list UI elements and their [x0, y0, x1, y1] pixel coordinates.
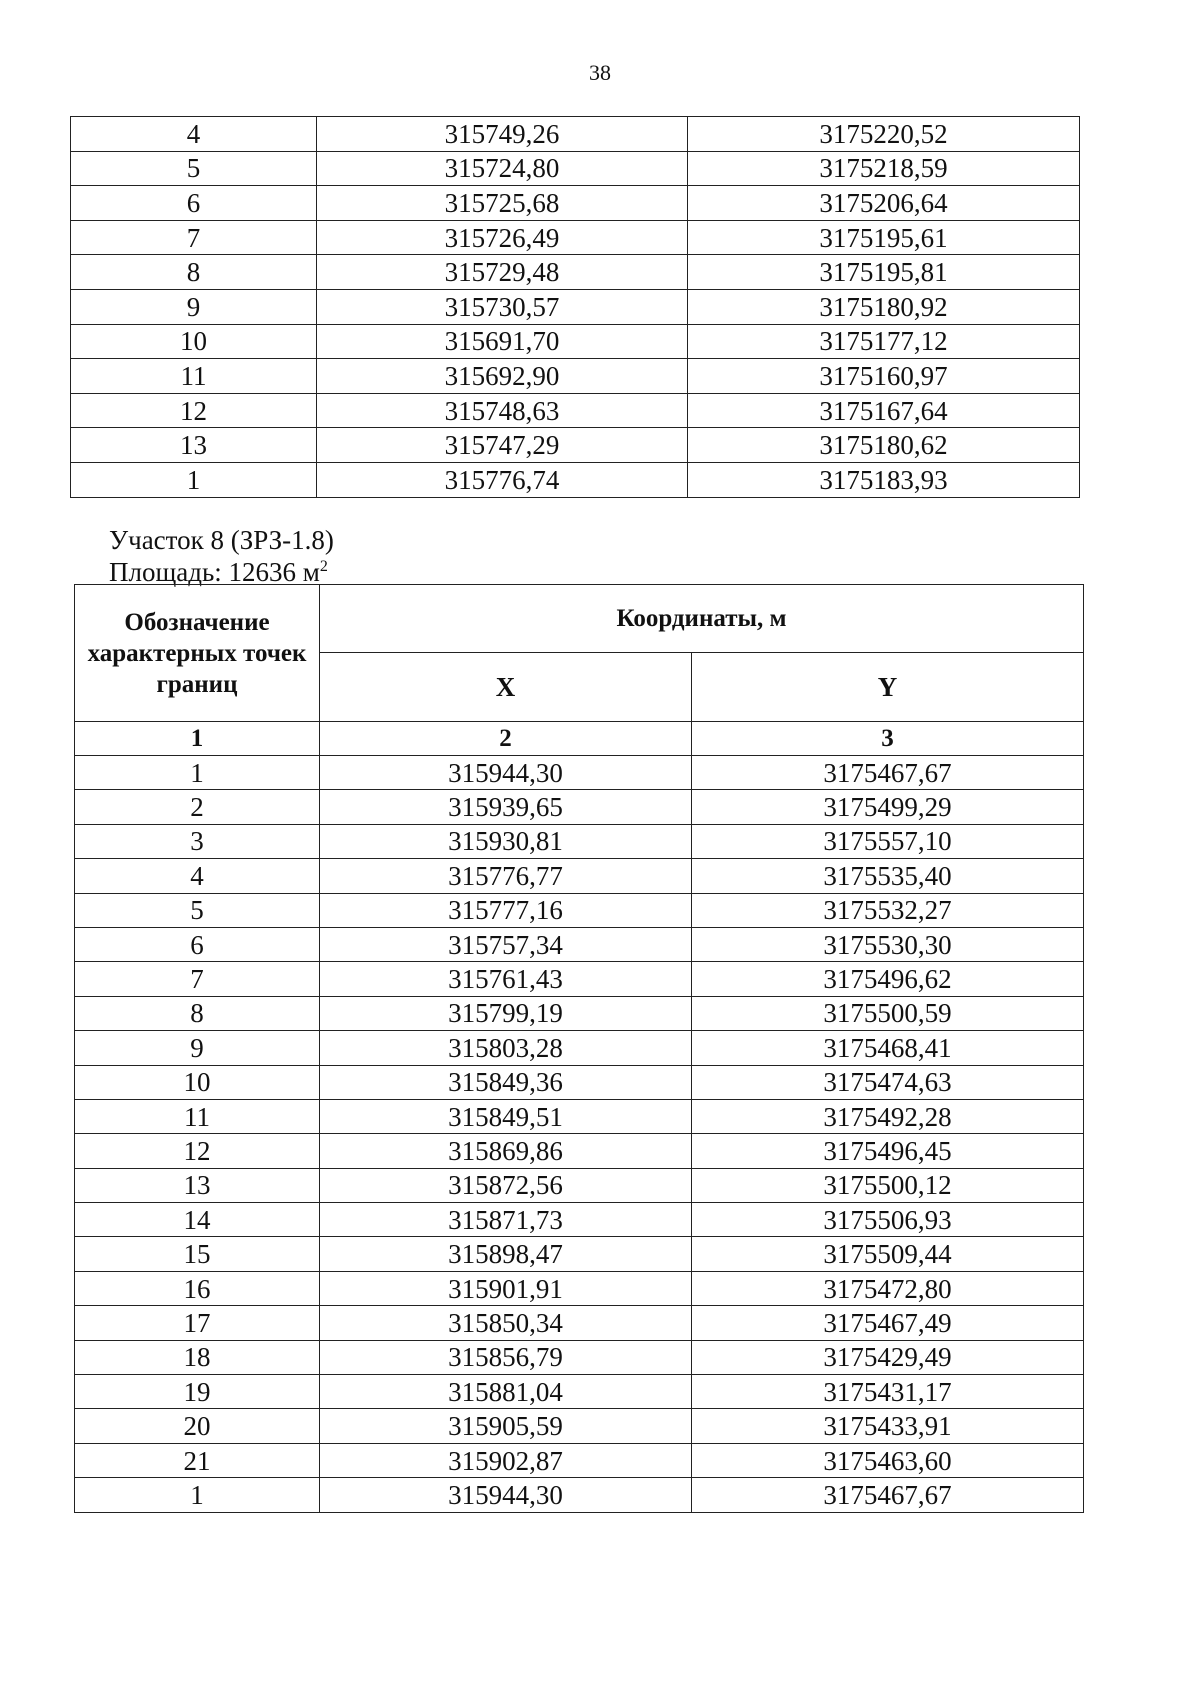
y-coordinate-cell: 3175218,59: [688, 151, 1080, 186]
y-coordinate-cell: 3175496,45: [692, 1134, 1084, 1168]
table-row: [71, 186, 1080, 221]
x-coordinate-cell: 315726,49: [317, 220, 688, 255]
table-row: [71, 462, 1080, 497]
table-row: [75, 1409, 1084, 1443]
point-number-cell: 20: [75, 1409, 320, 1443]
coordinates-table-continued: [70, 116, 1080, 498]
y-coordinate-cell: 3175180,92: [688, 289, 1080, 324]
point-number-cell: 10: [71, 324, 317, 359]
table-row: [71, 289, 1080, 324]
table-row: [75, 1443, 1084, 1477]
x-coordinate-cell: 315777,16: [320, 893, 692, 927]
point-number-cell: 3: [75, 824, 320, 858]
y-coordinate-cell: 3175206,64: [688, 186, 1080, 221]
y-coordinate-cell: 3175433,91: [692, 1409, 1084, 1443]
point-number-cell: 21: [75, 1443, 320, 1477]
x-coordinate-cell: 315748,63: [317, 393, 688, 428]
table-row: [75, 1099, 1084, 1133]
table-row: [75, 1203, 1084, 1237]
y-coordinate-cell: 3175492,28: [692, 1099, 1084, 1133]
point-number-cell: 5: [71, 151, 317, 186]
column-number-row: [75, 722, 1084, 756]
table-header-row: [75, 585, 1084, 653]
page-number: 38: [589, 60, 611, 85]
y-coordinate-cell: 3175431,17: [692, 1375, 1084, 1409]
y-coordinate-cell: 3175472,80: [692, 1271, 1084, 1305]
y-coordinate-cell: 3175183,93: [688, 462, 1080, 497]
table-row: [71, 359, 1080, 394]
point-number-cell: 12: [75, 1134, 320, 1168]
point-number-cell: 6: [75, 927, 320, 961]
y-coordinate-cell: 3175506,93: [692, 1203, 1084, 1237]
y-coordinate-cell: 3175463,60: [692, 1443, 1084, 1477]
y-coordinate-cell: 3175160,97: [688, 359, 1080, 394]
table-row: [75, 1271, 1084, 1305]
table-row: [75, 1134, 1084, 1168]
x-coordinate-cell: 315730,57: [317, 289, 688, 324]
x-coordinate-cell: 315871,73: [320, 1203, 692, 1237]
y-coordinate-cell: 3175532,27: [692, 893, 1084, 927]
y-coordinate-cell: 3175500,59: [692, 996, 1084, 1030]
table-row: [71, 428, 1080, 463]
x-coordinate-cell: 315776,74: [317, 462, 688, 497]
table-row: [71, 117, 1080, 152]
table-row: [75, 1340, 1084, 1374]
y-coordinate-cell: 3175535,40: [692, 859, 1084, 893]
column-number: 2: [320, 722, 692, 756]
x-coordinate-cell: 315729,48: [317, 255, 688, 290]
header-x: X: [320, 653, 692, 722]
point-number-cell: 1: [75, 756, 320, 790]
x-coordinate-cell: 315803,28: [320, 1031, 692, 1065]
point-number-cell: 11: [75, 1099, 320, 1133]
x-coordinate-cell: 315944,30: [320, 1478, 692, 1512]
table-row: [75, 1306, 1084, 1340]
y-coordinate-cell: 3175474,63: [692, 1065, 1084, 1099]
x-coordinate-cell: 315757,34: [320, 927, 692, 961]
y-coordinate-cell: 3175530,30: [692, 927, 1084, 961]
point-number-cell: 8: [75, 996, 320, 1030]
table-row: [75, 1065, 1084, 1099]
x-coordinate-cell: 315849,36: [320, 1065, 692, 1099]
y-coordinate-cell: 3175429,49: [692, 1340, 1084, 1374]
table-row: [75, 859, 1084, 893]
y-coordinate-cell: 3175177,12: [688, 324, 1080, 359]
x-coordinate-cell: 315944,30: [320, 756, 692, 790]
table-row: [71, 220, 1080, 255]
y-coordinate-cell: 3175467,67: [692, 1478, 1084, 1512]
table-row: [75, 927, 1084, 961]
y-coordinate-cell: 3175496,62: [692, 962, 1084, 996]
x-coordinate-cell: 315902,87: [320, 1443, 692, 1477]
y-coordinate-cell: 3175195,61: [688, 220, 1080, 255]
point-number-cell: 10: [75, 1065, 320, 1099]
y-coordinate-cell: 3175167,64: [688, 393, 1080, 428]
table-row: [75, 962, 1084, 996]
header-y: Y: [692, 653, 1084, 722]
point-number-cell: 4: [71, 117, 317, 152]
point-number-cell: 11: [71, 359, 317, 394]
table-row: [75, 824, 1084, 858]
point-number-cell: 7: [71, 220, 317, 255]
header-points: Обозначение характерных точек границ: [75, 585, 320, 722]
y-coordinate-cell: 3175195,81: [688, 255, 1080, 290]
y-coordinate-cell: 3175557,10: [692, 824, 1084, 858]
y-coordinate-cell: 3175467,49: [692, 1306, 1084, 1340]
point-number-cell: 6: [71, 186, 317, 221]
area-text: Площадь: 12636 м: [109, 557, 320, 587]
x-coordinate-cell: 315872,56: [320, 1168, 692, 1202]
y-coordinate-cell: 3175500,12: [692, 1168, 1084, 1202]
x-coordinate-cell: 315849,51: [320, 1099, 692, 1133]
x-coordinate-cell: 315749,26: [317, 117, 688, 152]
table-row: [75, 1375, 1084, 1409]
point-number-cell: 7: [75, 962, 320, 996]
y-coordinate-cell: 3175220,52: [688, 117, 1080, 152]
section-caption: [109, 524, 334, 588]
table-row: [75, 790, 1084, 824]
column-number: 3: [692, 722, 1084, 756]
point-number-cell: 18: [75, 1340, 320, 1374]
x-coordinate-cell: 315724,80: [317, 151, 688, 186]
point-number-cell: 9: [75, 1031, 320, 1065]
x-coordinate-cell: 315856,79: [320, 1340, 692, 1374]
x-coordinate-cell: 315725,68: [317, 186, 688, 221]
point-number-cell: 13: [75, 1168, 320, 1202]
point-number-cell: 15: [75, 1237, 320, 1271]
y-coordinate-cell: 3175499,29: [692, 790, 1084, 824]
x-coordinate-cell: 315869,86: [320, 1134, 692, 1168]
header-coordinates: Координаты, м: [320, 585, 1084, 653]
table-row: [71, 255, 1080, 290]
table-row: [75, 1237, 1084, 1271]
y-coordinate-cell: 3175468,41: [692, 1031, 1084, 1065]
point-number-cell: 5: [75, 893, 320, 927]
point-number-cell: 16: [75, 1271, 320, 1305]
table-row: [75, 996, 1084, 1030]
point-number-cell: 1: [75, 1478, 320, 1512]
x-coordinate-cell: 315850,34: [320, 1306, 692, 1340]
table-row: [75, 1478, 1084, 1512]
point-number-cell: 2: [75, 790, 320, 824]
table-row: [75, 893, 1084, 927]
x-coordinate-cell: 315898,47: [320, 1237, 692, 1271]
x-coordinate-cell: 315901,91: [320, 1271, 692, 1305]
point-number-cell: 19: [75, 1375, 320, 1409]
x-coordinate-cell: 315776,77: [320, 859, 692, 893]
point-number-cell: 13: [71, 428, 317, 463]
point-number-cell: 17: [75, 1306, 320, 1340]
area-superscript: 2: [319, 558, 328, 575]
x-coordinate-cell: 315905,59: [320, 1409, 692, 1443]
table-body: [75, 756, 1084, 1513]
table-body: [71, 117, 1080, 498]
table-row: [71, 393, 1080, 428]
point-number-cell: 4: [75, 859, 320, 893]
point-number-cell: 1: [71, 462, 317, 497]
x-coordinate-cell: 315930,81: [320, 824, 692, 858]
table-row: [75, 756, 1084, 790]
table-row: [71, 324, 1080, 359]
column-number: 1: [75, 722, 320, 756]
point-number-cell: 12: [71, 393, 317, 428]
table-row: [75, 1168, 1084, 1202]
coordinates-table-plot-8: [74, 584, 1084, 1513]
plot-label: Участок 8 (ЗРЗ-1.8): [109, 525, 334, 555]
y-coordinate-cell: 3175509,44: [692, 1237, 1084, 1271]
x-coordinate-cell: 315692,90: [317, 359, 688, 394]
point-number-cell: 8: [71, 255, 317, 290]
x-coordinate-cell: 315691,70: [317, 324, 688, 359]
x-coordinate-cell: 315881,04: [320, 1375, 692, 1409]
y-coordinate-cell: 3175180,62: [688, 428, 1080, 463]
table-row: [75, 1031, 1084, 1065]
y-coordinate-cell: 3175467,67: [692, 756, 1084, 790]
x-coordinate-cell: 315761,43: [320, 962, 692, 996]
table-row: [71, 151, 1080, 186]
x-coordinate-cell: 315799,19: [320, 996, 692, 1030]
x-coordinate-cell: 315939,65: [320, 790, 692, 824]
point-number-cell: 14: [75, 1203, 320, 1237]
point-number-cell: 9: [71, 289, 317, 324]
x-coordinate-cell: 315747,29: [317, 428, 688, 463]
